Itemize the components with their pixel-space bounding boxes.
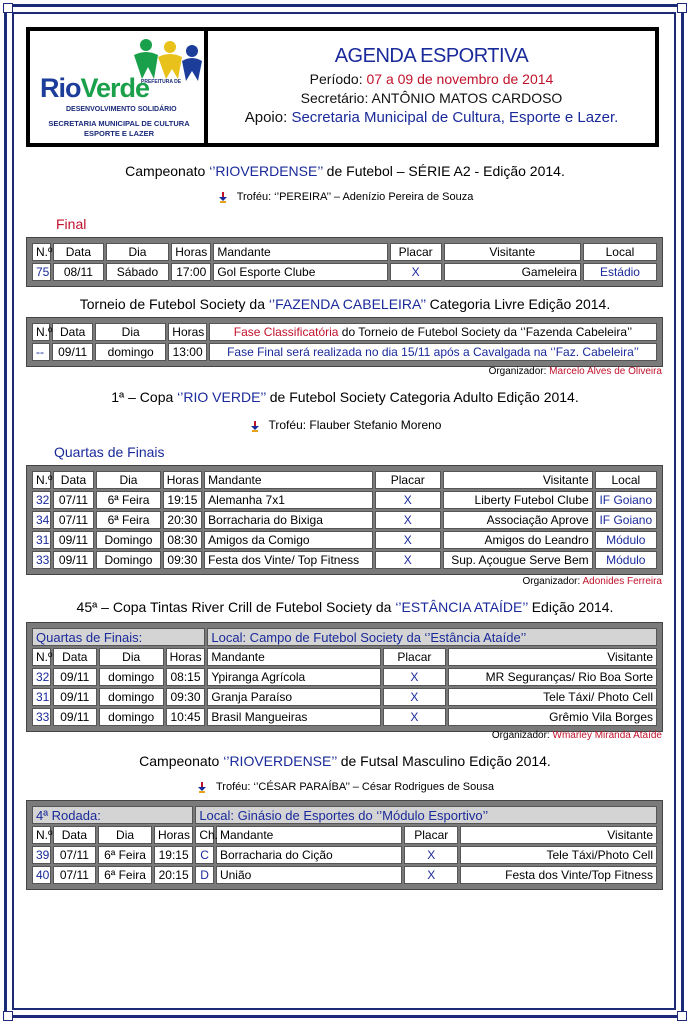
rio-verde-logo [30, 31, 204, 143]
title-text: 45ª – Copa Tintas River Crill de Futebol Society da [76, 599, 396, 615]
home-team: Borracharia do Bixiga [204, 511, 372, 529]
organizer-label: Organizador: [491, 730, 553, 741]
col-header: Ch. [195, 826, 214, 844]
home-team: Granja Paraíso [207, 688, 381, 706]
score-x: X [404, 866, 458, 884]
col-header: Visitante [443, 471, 593, 489]
home-team: Festa dos Vinte/ Top Fitness [204, 551, 372, 569]
match-time: 08:30 [163, 531, 202, 549]
col-header: N.º [32, 323, 50, 341]
organizer-name: Marcelo Alves de Oliveira [549, 366, 662, 377]
away-team: Sup. Açougue Serve Bem [443, 551, 593, 569]
title-text: de Futsal Masculino Edição 2014. [336, 753, 551, 769]
away-team: Tele Táxi/Photo Cell [460, 846, 657, 864]
section-title-2 [26, 296, 664, 312]
col-header: Placar [404, 826, 458, 844]
match-date: 09/11 [53, 531, 95, 549]
col-header: Horas [154, 826, 193, 844]
col-header: N.º [32, 243, 51, 261]
section-title-3 [26, 389, 664, 405]
group-code: D [195, 866, 214, 884]
col-header: Placar [383, 648, 446, 666]
col-header: Dia [95, 323, 166, 341]
table-serie-a2 [26, 237, 663, 287]
table-header-row [32, 471, 657, 489]
frame-corner [677, 3, 687, 13]
away-team: Tele Táxi/ Photo Cell [448, 688, 657, 706]
match-time: 09:30 [163, 551, 202, 569]
trophy-text: Troféu: Flauber Stefanio Moreno [268, 418, 442, 432]
periodo-value: 07 a 09 de novembro de 2014 [366, 71, 554, 87]
logo-wordmark [40, 73, 149, 104]
col-header: Mandante [213, 243, 387, 261]
agenda-info-box [208, 31, 655, 143]
score-x: X [383, 708, 446, 726]
match-number: 40 [32, 866, 51, 884]
trophy-icon [217, 191, 229, 203]
col-header: Dia [98, 826, 152, 844]
venue: Módulo [595, 551, 657, 569]
score-x: X [383, 668, 446, 686]
organizer-name: Adonides Ferreira [582, 576, 662, 587]
table-header-row [32, 826, 657, 844]
col-header: Data [53, 826, 96, 844]
match-date: 09/11 [52, 343, 93, 361]
trophy-icon [196, 781, 208, 793]
final-phase-note: Fase Final será realizada no dia 15/11 após a Cavalgada na ‘’Faz. Cabeleira’’ [209, 343, 657, 361]
apoio-value: Secretaria Municipal de Cultura, Esporte e Lazer. [291, 109, 619, 126]
match-day: Domingo [96, 531, 160, 549]
trophy-icon [249, 420, 261, 432]
table-copa-rio-verde [26, 465, 663, 575]
table-row [32, 511, 657, 529]
title-quoted: ‘’RIO VERDE’’ [177, 389, 266, 405]
score-x: X [375, 531, 442, 549]
table-row [32, 688, 657, 706]
match-time: 20:30 [163, 511, 202, 529]
match-date: 07/11 [53, 511, 95, 529]
logo-tagline: DESENVOLVIMENTO SOLIDÁRIO [66, 106, 177, 113]
match-day: domingo [99, 668, 164, 686]
table-caption-row [32, 806, 657, 824]
home-team: Ypiranga Agrícola [207, 668, 381, 686]
home-team: Amigos da Comigo [204, 531, 372, 549]
phase-note-highlight: Fase Classificatória [233, 325, 339, 339]
col-header: Local [583, 243, 657, 261]
table-row [32, 708, 657, 726]
col-header: Visitante [460, 826, 657, 844]
match-number: 33 [32, 551, 51, 569]
home-team: Alemanha 7x1 [204, 491, 372, 509]
venue: IF Goiano [595, 491, 657, 509]
periodo-label: Período: [309, 71, 363, 87]
title-text: Edição 2014. [527, 599, 614, 615]
table-futsal [26, 800, 663, 890]
title-text: Campeonato [125, 163, 210, 179]
match-number: 75 [32, 263, 51, 281]
frame-corner [3, 3, 13, 13]
trophy-line-3 [26, 418, 664, 432]
col-header: Dia [106, 243, 169, 261]
venue-caption: Local: Ginásio de Esportes do ‘’Módulo Esportivo’’ [195, 806, 657, 824]
table-row [32, 263, 657, 281]
match-time: 17:00 [171, 263, 211, 281]
match-date: 07/11 [53, 846, 96, 864]
page-header [26, 27, 659, 147]
title-text: de Futebol Society Categoria Adulto Edição 2014. [265, 389, 579, 405]
match-time: 13:00 [168, 343, 207, 361]
secretario-label: Secretário: [300, 90, 369, 106]
secretario-value: ANTÔNIO MATOS CARDOSO [371, 90, 563, 106]
col-header: Data [53, 243, 104, 261]
match-time: 19:15 [154, 846, 193, 864]
match-day: Sábado [106, 263, 169, 281]
agenda-title: AGENDA ESPORTIVA [334, 45, 529, 67]
table-row [32, 846, 657, 864]
col-header: Horas [171, 243, 211, 261]
organizer-line-3 [522, 576, 662, 587]
match-day: Domingo [96, 551, 160, 569]
table-row [32, 491, 657, 509]
col-header: Local [595, 471, 657, 489]
home-team: União [216, 866, 402, 884]
title-text: 1ª – Copa [111, 389, 178, 405]
match-time: 10:45 [166, 708, 206, 726]
title-quoted: ‘’RIOVERDENSE’’ [209, 163, 323, 179]
logo-rio: Rio [40, 73, 81, 103]
match-time: 08:15 [166, 668, 206, 686]
match-number: 31 [32, 688, 51, 706]
title-text: Campeonato [139, 753, 224, 769]
match-date: 09/11 [53, 688, 97, 706]
table-row [32, 866, 657, 884]
apoio-label: Apoio: [244, 109, 288, 126]
organizer-name: Wmarley Miranda Ataíde [552, 730, 662, 741]
table-header-row [32, 243, 657, 261]
home-team: Brasil Mangueiras [207, 708, 381, 726]
match-date: 09/11 [53, 708, 97, 726]
table-header-row [32, 648, 657, 666]
table-caption-row [32, 628, 657, 646]
match-day: 6ª Feira [98, 866, 152, 884]
score-x: X [390, 263, 442, 281]
organizer-label: Organizador: [488, 366, 550, 377]
col-header: N.º [32, 826, 51, 844]
section-title-1 [26, 163, 664, 179]
title-quoted: ‘’FAZENDA CABELEIRA’’ [268, 296, 426, 312]
match-date: 09/11 [53, 551, 95, 569]
match-day: 6ª Feira [96, 491, 160, 509]
stage-final: Final [56, 216, 87, 232]
col-header: Mandante [207, 648, 381, 666]
match-number: 39 [32, 846, 51, 864]
title-quoted: ‘’RIOVERDENSE’’ [223, 753, 337, 769]
section-title-4 [26, 599, 664, 615]
table-estancia-ataide [26, 622, 663, 732]
section-title-5 [26, 753, 664, 769]
title-text: Torneio de Futebol Society da [79, 296, 269, 312]
score-x: X [404, 846, 458, 864]
title-quoted: ‘’ESTÂNCIA ATAÍDE’’ [395, 599, 528, 615]
col-header: Horas [163, 471, 202, 489]
match-number: 32 [32, 668, 51, 686]
away-team: Associação Aprove [443, 511, 593, 529]
match-day: domingo [99, 688, 164, 706]
group-code: C [195, 846, 214, 864]
match-time: 19:15 [163, 491, 202, 509]
col-header: Horas [168, 323, 207, 341]
match-number: 32 [32, 491, 51, 509]
apoio-line [208, 109, 655, 126]
table-fazenda-cabeleira [26, 317, 663, 367]
match-date: 07/11 [53, 866, 96, 884]
col-header: Dia [96, 471, 160, 489]
title-text: de Futebol – SÉRIE A2 - Edição 2014. [322, 163, 565, 179]
logo-secretaria-line1: SECRETARIA MUNICIPAL DE CULTURA [48, 119, 190, 128]
score-x: X [383, 688, 446, 706]
table-header-row [32, 323, 657, 341]
away-team: Festa dos Vinte/Top Fitness [460, 866, 657, 884]
col-header: Placar [390, 243, 442, 261]
stage-caption: 4ª Rodada: [32, 806, 193, 824]
match-date: 09/11 [53, 668, 97, 686]
col-header: Data [53, 471, 95, 489]
logo-verde: Verde [80, 73, 150, 103]
col-header: Visitante [444, 243, 581, 261]
match-time: 09:30 [166, 688, 206, 706]
match-number: -- [32, 343, 50, 361]
home-team: Borracharia do Cição [216, 846, 402, 864]
venue: Estádio [583, 263, 657, 281]
col-header: Visitante [448, 648, 657, 666]
match-number: 33 [32, 708, 51, 726]
phase-note-text: do Torneio de Futebol Society da ‘’Fazenda Cabeleira’’ [338, 325, 633, 339]
col-header: Mandante [216, 826, 402, 844]
venue-caption: Local: Campo de Futebol Society da ‘’Estância Ataíde’’ [207, 628, 657, 646]
col-header: Data [53, 648, 97, 666]
away-team: MR Seguranças/ Rio Boa Sorte [448, 668, 657, 686]
away-team: Grêmio Vila Borges [448, 708, 657, 726]
title-text: Categoria Livre Edição 2014. [425, 296, 611, 312]
col-header: Mandante [204, 471, 372, 489]
frame-corner [677, 1011, 687, 1021]
stage-caption: Quartas de Finais: [32, 628, 205, 646]
col-header: Placar [375, 471, 442, 489]
trophy-line-1 [26, 191, 664, 203]
match-date: 07/11 [53, 491, 95, 509]
match-number: 31 [32, 531, 51, 549]
table-row [32, 668, 657, 686]
trophy-line-5 [26, 781, 664, 793]
secretario-line [208, 90, 655, 106]
match-number: 34 [32, 511, 51, 529]
col-header: Horas [166, 648, 206, 666]
periodo-line [208, 71, 655, 87]
venue: IF Goiano [595, 511, 657, 529]
organizer-line-4 [492, 730, 662, 741]
organizer-line-2 [489, 366, 662, 377]
phase-note [209, 323, 657, 341]
trophy-text: Troféu: ‘’CÉSAR PARAÍBA’’ – César Rodrigues de Sousa [216, 781, 494, 793]
score-x: X [375, 491, 442, 509]
score-x: X [375, 511, 442, 529]
col-header: N.º [32, 648, 51, 666]
venue: Módulo [595, 531, 657, 549]
logo-prefeitura: PREFEITURA DE [141, 79, 182, 85]
table-row [32, 551, 657, 569]
away-team: Amigos do Leandro [443, 531, 593, 549]
away-team: Liberty Futebol Clube [443, 491, 593, 509]
table-row [32, 343, 657, 361]
col-header: Dia [99, 648, 164, 666]
organizer-label: Organizador: [522, 576, 583, 587]
match-day: domingo [95, 343, 166, 361]
logo-secretaria [36, 119, 202, 139]
stage-quartas: Quartas de Finais [54, 444, 165, 460]
col-header: N.º [32, 471, 51, 489]
match-day: domingo [99, 708, 164, 726]
match-day: 6ª Feira [96, 511, 160, 529]
away-team: Gameleira [444, 263, 581, 281]
home-team: Gol Esporte Clube [213, 263, 387, 281]
logo-secretaria-line2: ESPORTE E LAZER [83, 129, 154, 138]
col-header: Data [52, 323, 93, 341]
frame-corner [3, 1011, 13, 1021]
match-date: 08/11 [53, 263, 104, 281]
table-row [32, 531, 657, 549]
score-x: X [375, 551, 442, 569]
trophy-text: Troféu: ‘’PEREIRA’’ – Adenízio Pereira de Souza [236, 191, 474, 203]
match-day: 6ª Feira [98, 846, 152, 864]
match-time: 20:15 [154, 866, 193, 884]
